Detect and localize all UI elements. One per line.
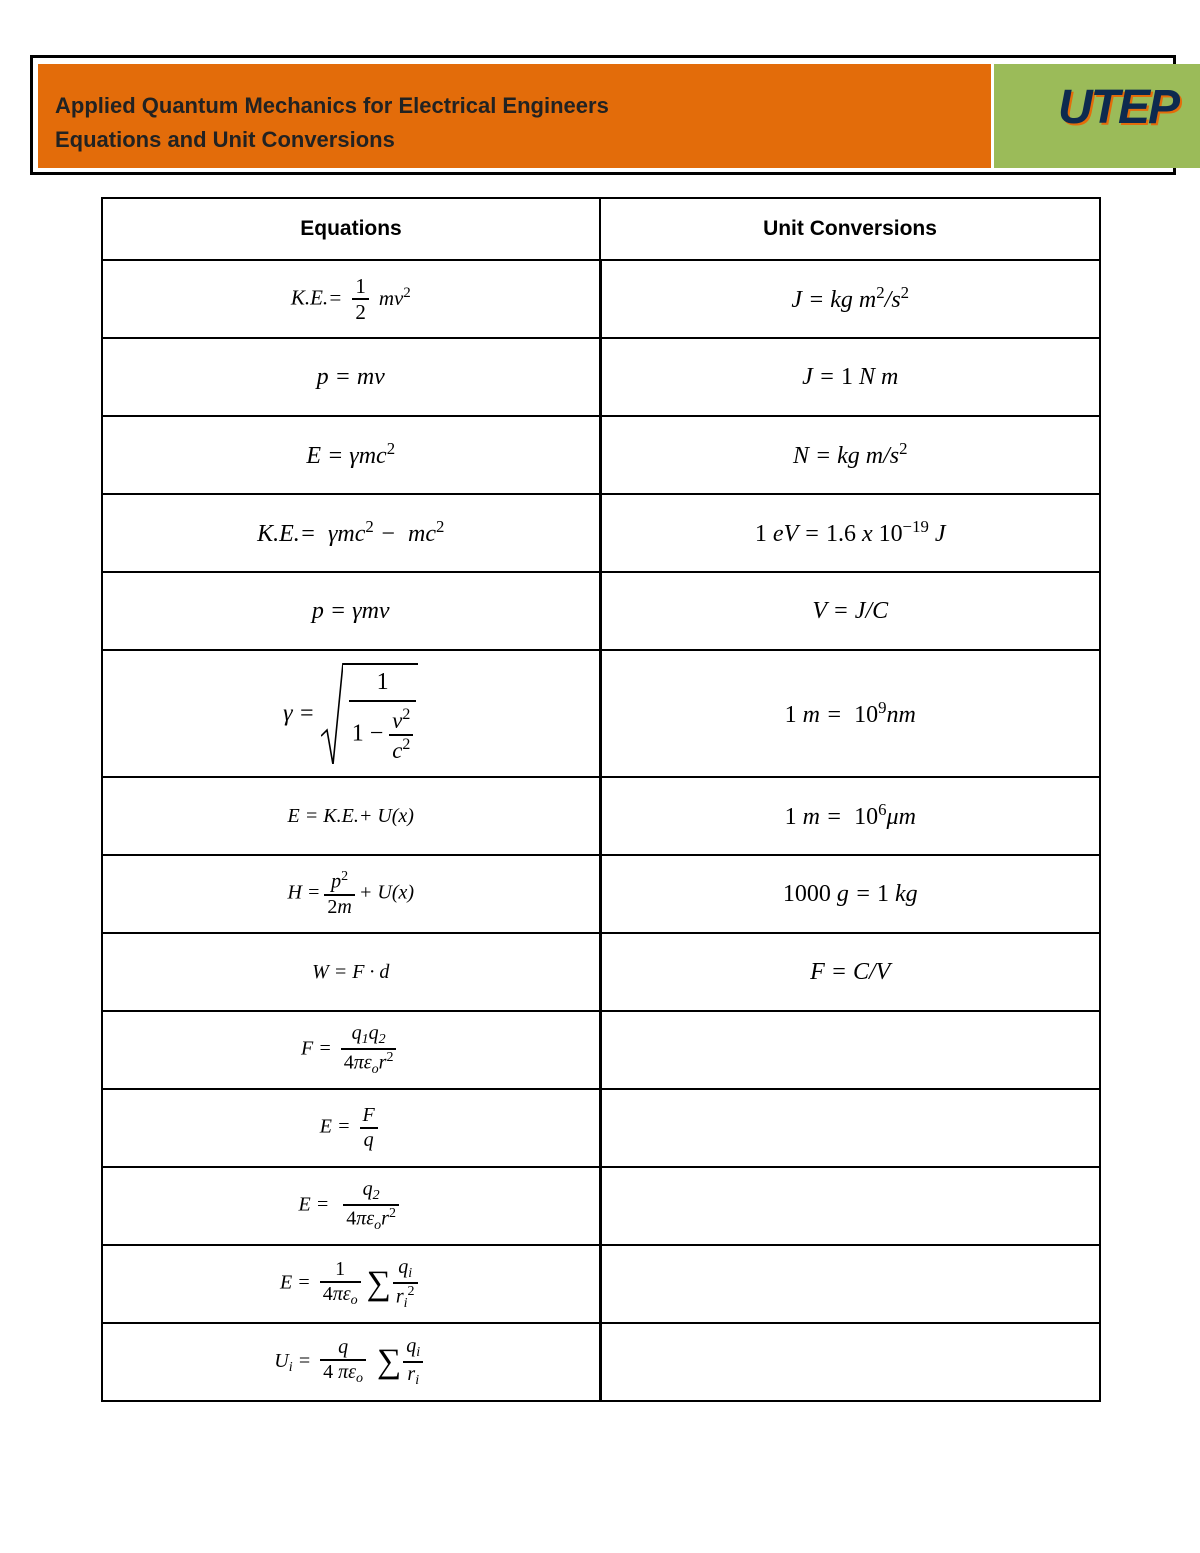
- table-row: [102, 260, 1100, 338]
- unit-empty-cell: [600, 1245, 1100, 1323]
- unit-meter-to-micrometer: 1 $m = 10^6\mu m$: [600, 777, 1100, 855]
- unit-farad-definition: F = C/V: [600, 933, 1100, 1011]
- table-row: [102, 338, 1100, 416]
- header-banner: [30, 55, 1179, 175]
- table-row: [102, 1245, 1100, 1323]
- equation-momentum: p = mv: [102, 338, 600, 416]
- unit-meter-to-nanometer: 1 $m = 10^9nm$: [600, 650, 1100, 777]
- column-header-unit-conversions: Unit Conversions: [600, 198, 1100, 260]
- table-row: [102, 933, 1100, 1011]
- table-row: [102, 572, 1100, 650]
- unit-empty-cell: [600, 1323, 1100, 1401]
- equation-work: W = F · d: [102, 933, 600, 1011]
- square-root: 1 1 − $\frac{v^2}{c^2}$: [321, 663, 419, 765]
- unit-joule-definition: J = kg $m^2/s^2$: [600, 260, 1100, 338]
- column-header-equations: Equations: [102, 198, 600, 260]
- equation-kinetic-energy: K.E.= $\frac{1}{2}$ $mv^2$: [102, 260, 600, 338]
- equation-electric-field-force: E = $\frac{F}{q}$: [102, 1089, 600, 1167]
- table-row: [102, 416, 1100, 494]
- header-title-block: [38, 64, 991, 168]
- table-row: [102, 1167, 1100, 1245]
- equation-relativistic-energy: E = γmc$^2$: [102, 416, 600, 494]
- table-row: [102, 1011, 1100, 1089]
- equation-relativistic-momentum: p = γmv: [102, 572, 600, 650]
- table-row: [102, 1323, 1100, 1401]
- unit-empty-cell: [600, 1167, 1100, 1245]
- unit-empty-cell: [600, 1089, 1100, 1167]
- table-header-row: [102, 198, 1100, 260]
- unit-electron-volt: 1 eV = 1.6 x $10^{-19}$ J: [600, 494, 1100, 572]
- table-row: [102, 494, 1100, 572]
- unit-gram-to-kilogram: 1000 g = 1 kg: [600, 855, 1100, 933]
- equation-lorentz-factor: γ = 1 1 − $\frac{v^2}{c^2}$: [102, 650, 600, 777]
- unit-joule-newton-meter: J = 1 N m: [600, 338, 1100, 416]
- equation-electric-field-point-charge: E = $\frac{q_2}{4\pi\varepsilon_or^2}$: [102, 1167, 600, 1245]
- equation-coulomb-force: F = $\frac{q_1q_2}{4\pi\varepsilon_or^2}$: [102, 1011, 600, 1089]
- equation-electric-field-superposition: E = $\frac{1}{4\pi\varepsilon_o}$ ∑ $\frac{q_i}{r_i^2}$: [102, 1245, 600, 1323]
- equation-hamiltonian: H = $\frac{p^2}{2m}$ + U(x): [102, 855, 600, 933]
- unit-volt-definition: V = J/C: [600, 572, 1100, 650]
- equation-relativistic-kinetic-energy: $K.E.= \gamma mc^2 - mc^2$: [102, 494, 600, 572]
- unit-empty-cell: [600, 1011, 1100, 1089]
- logo-panel: [994, 64, 1200, 168]
- table-row: [102, 650, 1100, 777]
- course-title: Applied Quantum Mechanics for Electrical Engineers: [55, 93, 609, 118]
- table-row: [102, 777, 1100, 855]
- unit-newton-definition: N = kg $m/s^2$: [600, 416, 1100, 494]
- equations-table: [101, 197, 1101, 1402]
- utep-logo: UTEP: [1058, 81, 1179, 134]
- table-row: [102, 1089, 1100, 1167]
- document-subtitle: Equations and Unit Conversions: [55, 127, 395, 152]
- radical-sign-icon: [321, 663, 343, 765]
- equation-potential-energy: $U_i$ = $\frac{q}{4 \pi\varepsilon_o}$ ∑ $\frac{q_i}{r_i}$: [102, 1323, 600, 1401]
- table-row: [102, 855, 1100, 933]
- equation-total-energy: E = K.E.+ U(x): [102, 777, 600, 855]
